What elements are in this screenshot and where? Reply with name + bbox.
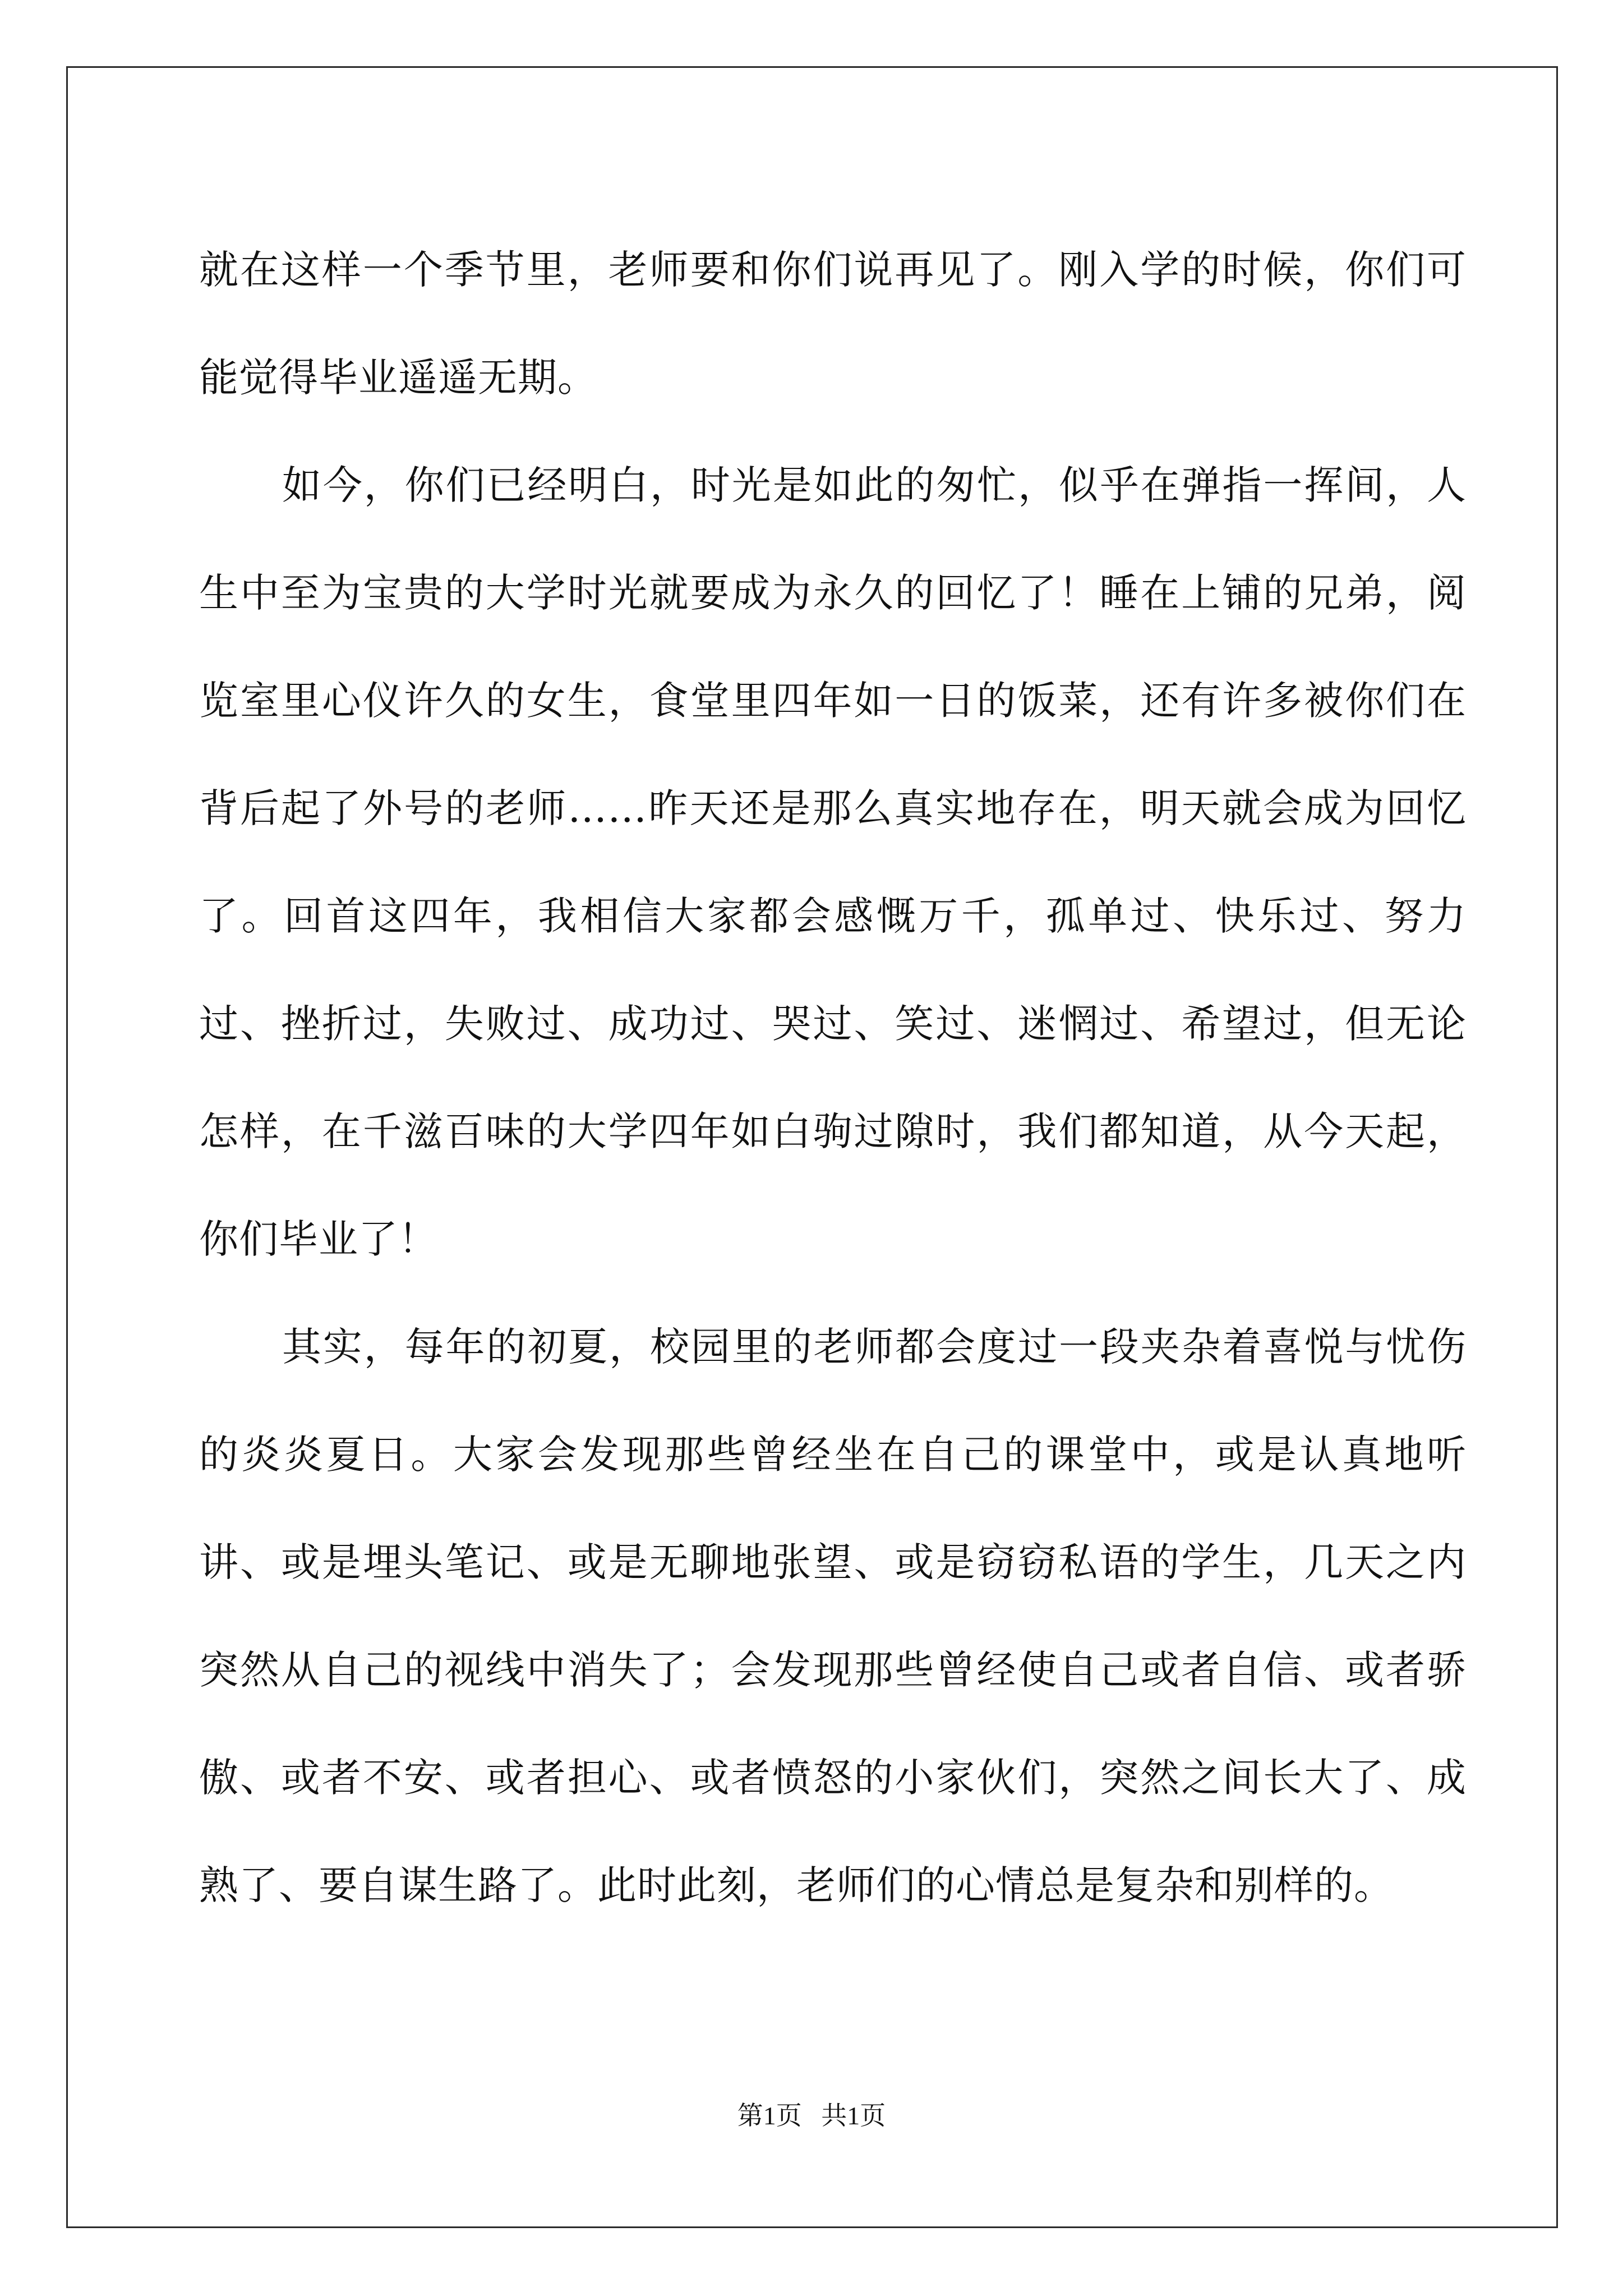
- paragraph-3: 其实，每年的初夏，校园里的老师都会度过一段夹杂着喜悦与忧伤的炎炎夏日。大家会发现那些曾经坐在自己的课堂中，或是认真地听讲、或是埋头笔记、或是无聊地张望、或是窃窃私语的学生，几天之内突然从自己的视线中消失了；会发现那些曾经使自己或者自信、或者骄傲、或者不安、或者担心、或者愤怒的小家伙们，突然之间长大了、成熟了、要自谋生路了。此时此刻，老师们的心情总是复杂和别样的。: [199, 1324, 1467, 1908]
- page-number-footer: 第1页 共1页: [737, 2101, 886, 2130]
- paragraph-1: 就在这样一个季节里，老师要和你们说再见了。刚入学的时候，你们可能觉得毕业遥遥无期。: [199, 247, 1467, 401]
- paragraph-2: 如今，你们已经明白，时光是如此的匆忙，似乎在弹指一挥间，人生中至为宝贵的大学时光就要成为永久的回忆了！睡在上铺的兄弟，阅览室里心仪许久的女生，食堂里四年如一日的饭菜，还有许多被你们在背后起了外号的老师……昨天还是那么真实地存在，明天就会成为回忆了。回首这四年，我相信大家都会感慨万千，孤单过、快乐过、努力过、挫折过，失败过、成功过、哭过、笑过、迷惘过、希望过，但无论怎样，在千滋百味的大学四年如白驹过隙时，我们都知道，从今天起，你们毕业了！: [199, 462, 1467, 1262]
- document-body: [199, 216, 1467, 1939]
